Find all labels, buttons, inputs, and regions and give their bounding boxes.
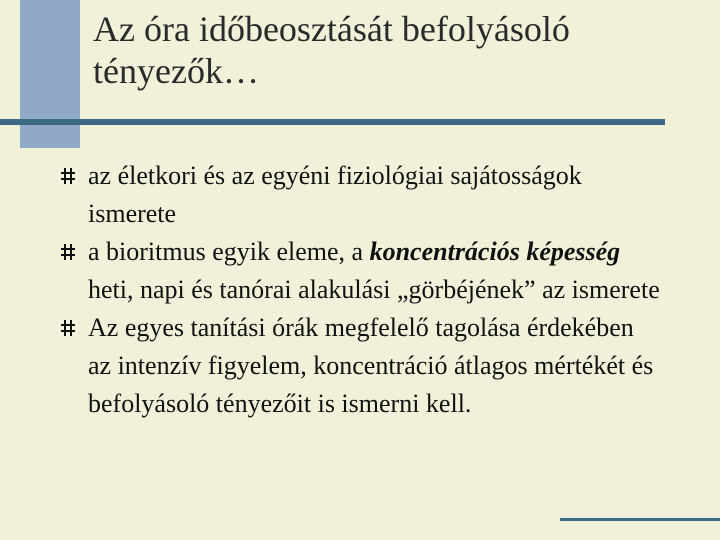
- hash-bullet-icon: [60, 243, 76, 261]
- hash-bullet-icon: [60, 167, 76, 185]
- title-underline-rule: [0, 119, 665, 125]
- bottom-accent-rule: [560, 518, 720, 521]
- bullet-text: az életkori és az egyéni fiziológiai sajátosságok ismerete: [88, 161, 582, 228]
- bullet-item: [60, 233, 660, 309]
- slide-title: Az óra időbeosztását befolyásoló tényezők…: [93, 9, 570, 91]
- bullet-item: [60, 157, 660, 233]
- bullet-text-emphasis: koncentrációs képesség: [369, 237, 621, 266]
- bullet-list: [60, 157, 660, 423]
- decorative-side-block: [20, 0, 80, 148]
- hash-bullet-icon: [60, 319, 76, 337]
- bullet-text-suffix: heti, napi és tanórai alakulási „görbéjének” az ismerete: [88, 275, 660, 304]
- bullet-text: Az egyes tanítási órák megfelelő tagolása érdekében az intenzív figyelem, koncentráció átlagos mértékét és befolyásoló tényezőit is ismerni kell.: [88, 313, 654, 418]
- bullet-text-prefix: a bioritmus egyik eleme, a: [88, 237, 370, 266]
- bullet-item: [60, 309, 660, 423]
